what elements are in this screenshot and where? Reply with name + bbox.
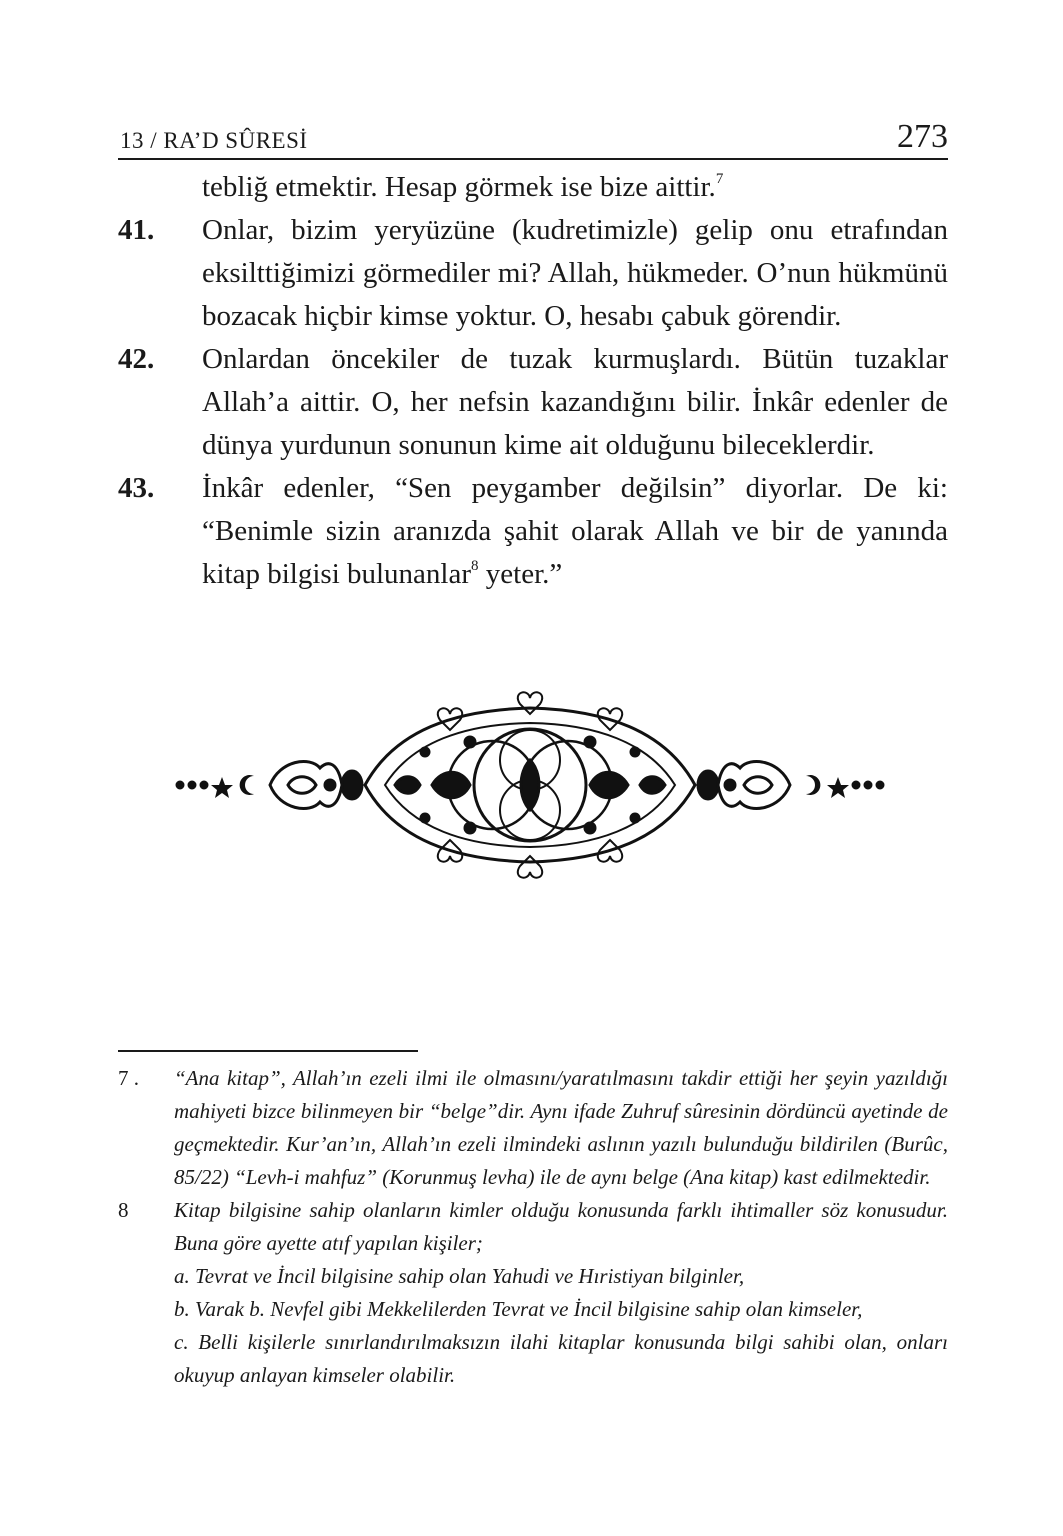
footnote-divider: [118, 1050, 418, 1052]
footnote-text: Kitap bilgisine sahip olanların kimler olduğu konusunda farklı ihtimaller söz konusudur. Buna göre ayette atıf yapılan kişiler;: [174, 1198, 948, 1255]
footnote-ref-8[interactable]: 8: [471, 558, 479, 575]
verse-continuation: [118, 166, 948, 209]
footnote-list-item: a. Tevrat ve İncil bilgisine sahip olan Yahudi ve Hıristiyan bilginler,: [174, 1264, 745, 1288]
footnote-number: 8: [118, 1198, 129, 1222]
floral-ornament-icon: [170, 690, 890, 880]
continuation-text: tebliğ etmektir. Hesap görmek ise bize aittir.: [202, 171, 716, 203]
verse-43: [118, 467, 948, 596]
verse-number: 42.: [118, 343, 155, 375]
verse-number: 43.: [118, 472, 155, 504]
verse-number: 41.: [118, 214, 155, 246]
footnote-list-item: c. Belli kişilerle sınırlandırılmaksızın ilahi kitaplar konusunda bilgi sahibi olan, onları okuyup anlayan kimseler olabilir.: [174, 1330, 948, 1387]
footnotes: [118, 1062, 948, 1392]
verse-41: [118, 209, 948, 338]
verse-body-part: yeter.”: [478, 558, 563, 590]
footnote-list-item: b. Varak b. Nevfel gibi Mekkelilerden Tevrat ve İncil bilgisine sahip olan kimseler,: [174, 1297, 863, 1321]
running-head: 13 / RA’D SÛRESİ: [120, 128, 308, 153]
footnote-ref-7[interactable]: 7: [715, 171, 724, 188]
footnote-body: [174, 1194, 948, 1392]
verse-body: Onlardan öncekiler de tuzak kurmuşlardı. Bütün tuzaklar Allah’a aittir. O, her nefsin kazandığını bilir. İnkâr edenler de dünya yurdunun sonunun kime ait olduğunu bileceklerdir.: [202, 343, 948, 461]
verse-42: [118, 338, 948, 467]
footnote-number: 7 .: [118, 1066, 139, 1090]
footnote-text: “Ana kitap”, Allah’ın ezeli ilmi ile olmasını/yaratılmasını takdir ettiği her şeyin yazıldığı mahiyeti bizce bilinmeyen bir “belge”dir. Aynı ifade Zuhruf sûresinin dördüncü ayetinde de geçmektedir. Kur’an’ın, Allah’ın ezeli ilmindeki aslının yazılı bulunduğu bildirilen (Burûc, 85/22) “Levh-i mahfuz” (Korunmuş levha) ile de aynı belge (Ana kitap) kast edilmektedir.: [174, 1066, 948, 1189]
footnote-7: [118, 1062, 948, 1194]
verse-text: [118, 166, 948, 596]
page-header: [118, 112, 948, 160]
verse-body-part: İnkâr edenler, “Sen peygamber değilsin” diyorlar. De ki: “Benimle sizin aranızda şahit olarak Allah ve bir de yanında kitap bilgisi bulunanlar: [202, 472, 948, 590]
footnote-8: [118, 1194, 948, 1392]
verse-body: [202, 467, 948, 596]
page-number: 273: [897, 118, 948, 155]
verse-body: Onlar, bizim yeryüzüne (kudretimizle) gelip onu etrafından eksilttiğimizi görmediler mi? Allah, hükmeder. O’nun hükmünü bozacak hiçbir kimse yoktur. O, hesabı çabuk görendir.: [202, 214, 948, 332]
